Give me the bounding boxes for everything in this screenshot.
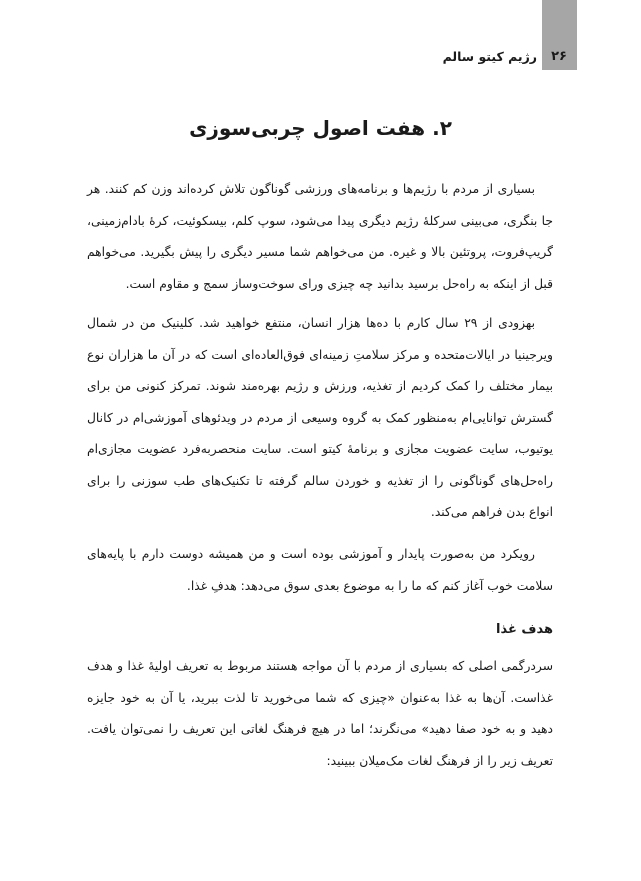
page-number: ۲۶ bbox=[551, 48, 567, 64]
paragraph-3: رویکرد من به‌صورت پایدار و آموزشی بوده است و من همیشه دوست دارم با پایه‌های سلامت خوب آغاز کنم که ما را به موضوع بعدی سوق می‌دهد: هدفِ غذا. bbox=[87, 547, 553, 593]
section-paragraph: سردرگمی اصلی که بسیاری از مردم با آن مواجه هستند مربوط به تعریف اولیهٔ غذا و هدف غذاست. آن‌ها به غذا به‌عنوان «چیزی که شما می‌خورید تا لذت ببرید، یا آن به خود جایزه دهید و به خود صفا دهید» می‌نگرند؛ اما در هیچ فرهنگ لغاتی این تعریف را نمی‌توان یافت. تعریف زیر را از فرهنگ لغات مک‌میلان ببینید: bbox=[87, 659, 553, 768]
section-heading: هدف غذا bbox=[496, 622, 553, 637]
running-title: رژیم کیتو سالم bbox=[442, 48, 537, 64]
running-header bbox=[367, 44, 567, 68]
paragraph-1: بسیاری از مردم با رژیم‌ها و برنامه‌های ورزشی گوناگون تلاش کرده‌اند وزن کم کنند. هر جا بنگری، می‌بینی سرکلهٔ رژیم دیگری پیدا می‌شود، سوپ کلم، بیسکوئیت، کرهٔ بادام‌زمینی، گریپ‌فروت، پروتئین بالا و غیره. من می‌خواهم شما مسیر دیگری را پیش بگیرید. می‌خواهم قبل از اینکه به راه‌حل برسید بدانید چه چیزی ورای سوخت‌وساز سمج و مقاوم است. bbox=[87, 182, 553, 291]
chapter-title: ۲. هفت اصول چربی‌سوزی bbox=[189, 116, 452, 140]
paragraph-2: بهزودی از ۲۹ سال کارم با ده‌ها هزار انسان، منتفع خواهید شد. کلینیک من در شمال ویرجینیا در ایالات‌متحده و مرکز سلامتِ زمینه‌ای فوق‌العاده‌ای است که در آن ما هزاران نوع بیمار مختلف را کمک کردیم از تغذیه، ورزش و رژیم بهره‌مند شوند. تمرکز کنونی من برای گسترش توانایی‌ام به‌منظور کمک به گروه وسیعی از مردم در ویدئوهای آموزشی‌ام در کانال یوتیوب، سایت عضویت مجازی و برنامهٔ کیتو است. سایت منحصربه‌فرد عضویت مجازی‌ام راه‌حل‌های گوناگونی را از تغذیه و خوردن سالم گرفته تا تکنیک‌های طب سوزنی را برای انواع بدن فراهم می‌کند. bbox=[87, 316, 553, 519]
